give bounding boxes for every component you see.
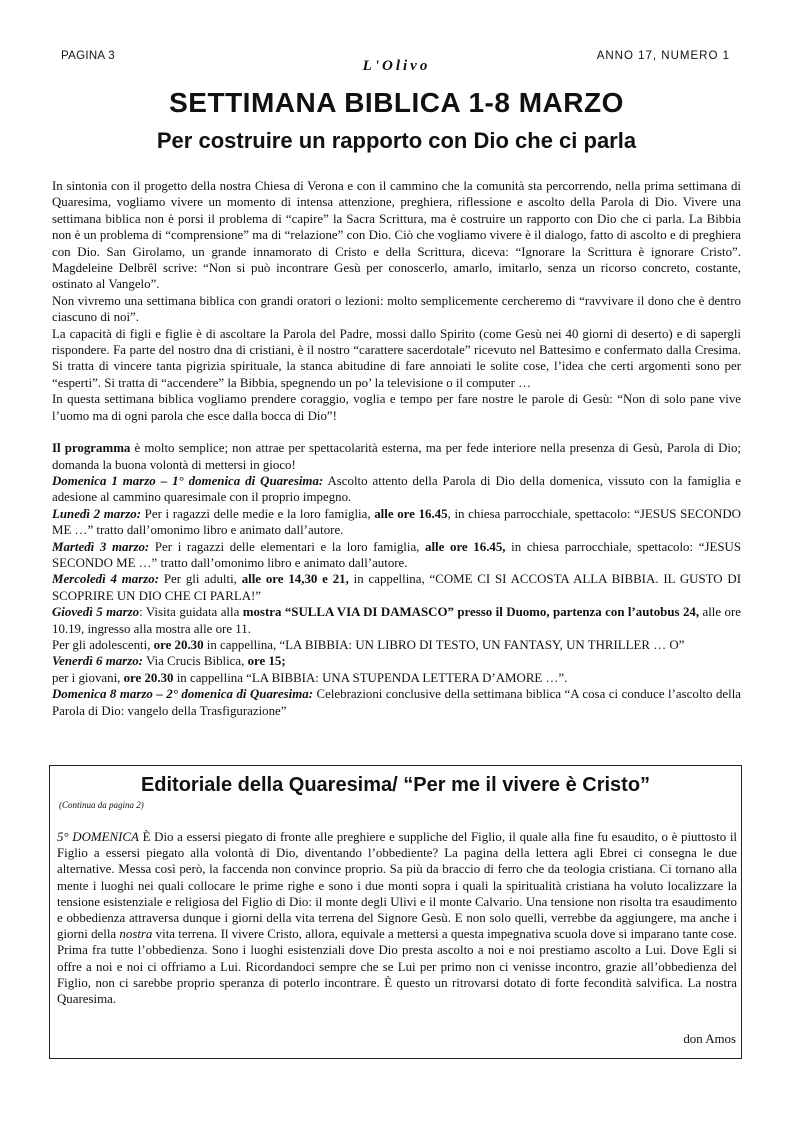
program-day: Domenica 1 marzo – 1° domenica di Quaresima: Ascolto attento della Parola di Dio della domenica, vissuto con la famiglia e adesione al cammino quaresimale con il proprio impegno. bbox=[52, 473, 742, 505]
paragraph: La capacità di figli e figlie è di ascoltare la Parola del Padre, mossi dallo Spirito (come Gesù nei 40 giorni di deserto) e di sapergli rispondere. Fa parte del nostro dna di cristiani, è il nostro “carattere sacerdotale” ricevuto nel Battesimo e confermato dalla Cresima. Si tratta di vincere tanta pigrizia spirituale, la stanca abitudine di fare annoiati le solite cose, l’idea che certi argomenti sono per “esperti”. Si tratta di “accendere” la Bibbia, spegnendo un po’ la televisione o il computer … bbox=[52, 326, 741, 390]
show-title: “JESUS SECONDO ME …” bbox=[52, 506, 741, 538]
event-time: alle ore 16.45 bbox=[374, 506, 448, 521]
event-time: ore 20.30 bbox=[153, 637, 204, 652]
show-title: “LA BIBBIA: UNA STUPENDA LETTERA D’AMORE …”. bbox=[246, 670, 568, 685]
day-label: Mercoledì 4 marzo: bbox=[52, 572, 160, 587]
program-day: Giovedì 5 marzo: Visita guidata alla mostra “SULLA VIA DI DAMASCO” presso il Duomo, partenza con l’autobus 24, alle ore 10.19, ingresso alla mostra alle ore 11. bbox=[52, 605, 742, 636]
day-label: Lunedì 2 marzo: bbox=[52, 506, 141, 521]
program-heading: Il programma bbox=[52, 441, 131, 456]
show-title: “COME CI SI ACCOSTA ALLA BIBBIA. IL GUSTO DI SCOPRIRE UN DIO CHE CI PARLA!” bbox=[52, 572, 741, 603]
program-day: Venerdì 6 marzo: Via Crucis Biblica, ore 15; bbox=[52, 654, 286, 669]
show-title: “LA BIBBIA: UN LIBRO DI TESTO, UN FANTASY, UN THRILLER … O” bbox=[279, 637, 685, 652]
paragraph: Non vivremo una settimana biblica con grandi oratori o lezioni: molto semplicemente cercheremo di “ravvivare il dono che è dentro ciascuno di noi”. bbox=[52, 293, 741, 325]
article-body bbox=[52, 178, 741, 719]
exhibit-info: mostra “SULLA VIA DI DAMASCO” presso il Duomo, partenza con l’autobus 24, bbox=[242, 605, 700, 620]
event-time: alle ore 14,30 e 21, bbox=[241, 572, 349, 587]
program-day: Lunedì 2 marzo: Per i ragazzi delle medie e la loro famiglia, alle ore 16.45, in chiesa parrocchiale, spettacolo: “JESUS SECONDO ME …” tratto dall’omonimo libro e animato dall’autore. bbox=[52, 506, 741, 538]
program-day: Per gli adolescenti, ore 20.30 in cappellina, “LA BIBBIA: UN LIBRO DI TESTO, UN FANTASY, UN THRILLER … O” bbox=[52, 637, 685, 652]
program-day: Domenica 8 marzo – 2° domenica di Quaresima: Celebrazioni conclusive della settimana biblica “A cosa ci conduce l’ascolto della Parola di Dio: vangelo della Trasfigurazione” bbox=[52, 687, 741, 718]
day-label: Giovedì 5 marzo bbox=[52, 605, 140, 620]
signature: don Amos bbox=[683, 1032, 736, 1046]
program-day: Martedì 3 marzo: Per i ragazzi delle elementari e la loro famiglia, alle ore 16.45, in chiesa parrocchiale, spettacolo: “JESUS SECONDO ME …” tratto dall’omonimo libro e animato dall’autore. bbox=[52, 539, 741, 570]
program-intro: Il programma è molto semplice; non attrae per spettacolarità esterna, ma per fede interiore nella presenza di Gesù, Parola di Dio; domanda la buona volontà di mettersi in gioco! bbox=[52, 441, 741, 472]
masthead: L'Olivo bbox=[362, 58, 431, 74]
emphasis: nostra bbox=[119, 927, 153, 942]
program-day: per i giovani, ore 20.30 in cappellina “LA BIBBIA: UNA STUPENDA LETTERA D’AMORE …”. bbox=[52, 670, 568, 685]
program-day: Mercoledì 4 marzo: Per gli adulti, alle ore 14,30 e 21, in cappellina, “COME CI SI ACCOSTA ALLA BIBBIA. IL GUSTO DI SCOPRIRE UN DIO CHE CI PARLA!” bbox=[52, 572, 741, 603]
day-label: Domenica 1 marzo – 1° domenica di Quaresima: bbox=[52, 473, 324, 488]
editorial-body: 5° DOMENICA È Dio a essersi piegato di fronte alle preghiere e suppliche del Figlio, il quale alla fine fu esaudito, o è piuttosto il Figlio a essersi piegato alla volontà di Dio, diventando l’obbediente? La pagina della lettera agli Ebrei ci consegna le due alternative. Messa così però, la faccenda non convince proprio. Sa più da braccio di ferro che da teologia cristiana. Ci tornano alla mente i luoghi nei quali collocare le prime righe e sono i due monti sopra i quali la spiritualità cristiana ha voluto localizzare la tensione esistenziale e religiosa del Figlio di Dio: il monte degli Ulivi e il monte Calvario. Una tensione non risolta tra esaudimento e obbedienza attraversa dunque i giorni della vita terrena del Signore Gesù. E non solo quelli, verrebbe da aggiungere, ma anche i giorni della nostra vita terrena. Il vivere Cristo, allora, equivale a mettersi a questa impegnativa scuola dove si imparano tante cose. Prima fra tutte l’obbedienza. Sono i luoghi esistenziali dove Dio presta ascolto a noi e noi prestiamo ascolto a Lui. Dove Egli si offre a noi e noi ci offriamo a Lui. Ricordandoci sempre che se Lui per primo non ci venisse incontro, grazie all’obbedienza del Figlio, non ci sarebbe proprio speranza di poterlo incontrare. È questo un ritrovarsi dotato di forte fecondità salvifica. La nostra Quaresima. bbox=[57, 830, 738, 1007]
day-label: Domenica 8 marzo – 2° domenica di Quaresima: bbox=[52, 687, 314, 702]
continued-note: (Continua da pagina 2) bbox=[59, 800, 144, 810]
editorial-title: Editoriale della Quaresima/ “Per me il vivere è Cristo” bbox=[140, 774, 651, 796]
issue-number: ANNO 17, NUMERO 1 bbox=[596, 50, 730, 62]
day-label: Martedì 3 marzo: bbox=[52, 539, 150, 554]
event-time: alle ore 16.45, bbox=[425, 539, 506, 554]
editorial-lead: 5° DOMENICA bbox=[57, 830, 139, 844]
page-number: PAGINA 3 bbox=[61, 50, 115, 62]
paragraph: In questa settimana biblica vogliamo prendere coraggio, voglia e tempo per fare nostre le parole di Gesù: “Non di solo pane vive l’uomo ma di ogni parola che esce dalla bocca di Dio”! bbox=[52, 392, 741, 423]
spacer bbox=[52, 424, 741, 440]
article-subtitle: Per costruire un rapporto con Dio che ci parla bbox=[156, 128, 637, 153]
event-time: ore 15; bbox=[247, 654, 286, 669]
day-label: Venerdì 6 marzo: bbox=[52, 654, 143, 669]
event-time: ore 20.30 bbox=[123, 670, 174, 685]
paragraph: In sintonia con il progetto della nostra Chiesa di Verona e con il cammino che la comunità sta percorrendo, nella prima settimana di Quaresima, vogliamo vivere un momento di intensa attenzione, preghiera, riflessione e ascolto della Parola di Dio. Vivere una settimana biblica non è porsi il problema di “capire” la Sacra Scrittura, ma è costruire un rapporto con Dio che ci parla. La Bibbia non è un problema di “comprensione” ma di “relazione” con Dio. Ciò che vogliamo vivere è il dialogo, fatto di ascolto e di preghiera con Dio. San Girolamo, un grande innamorato di Cristo e della Scrittura, diceva: “Ignorare la Scrittura è ignorare Cristo”. Magdeleine Delbrêl scrive: “Non si può incontrare Gesù per conoscerlo, amarlo, imitarlo, senza un ricorso concreto, costante, ostinato al Vangelo”. bbox=[52, 179, 741, 292]
article-title: SETTIMANA BIBLICA 1-8 MARZO bbox=[169, 87, 624, 118]
show-title: “JESUS SECONDO ME …” bbox=[52, 539, 741, 570]
